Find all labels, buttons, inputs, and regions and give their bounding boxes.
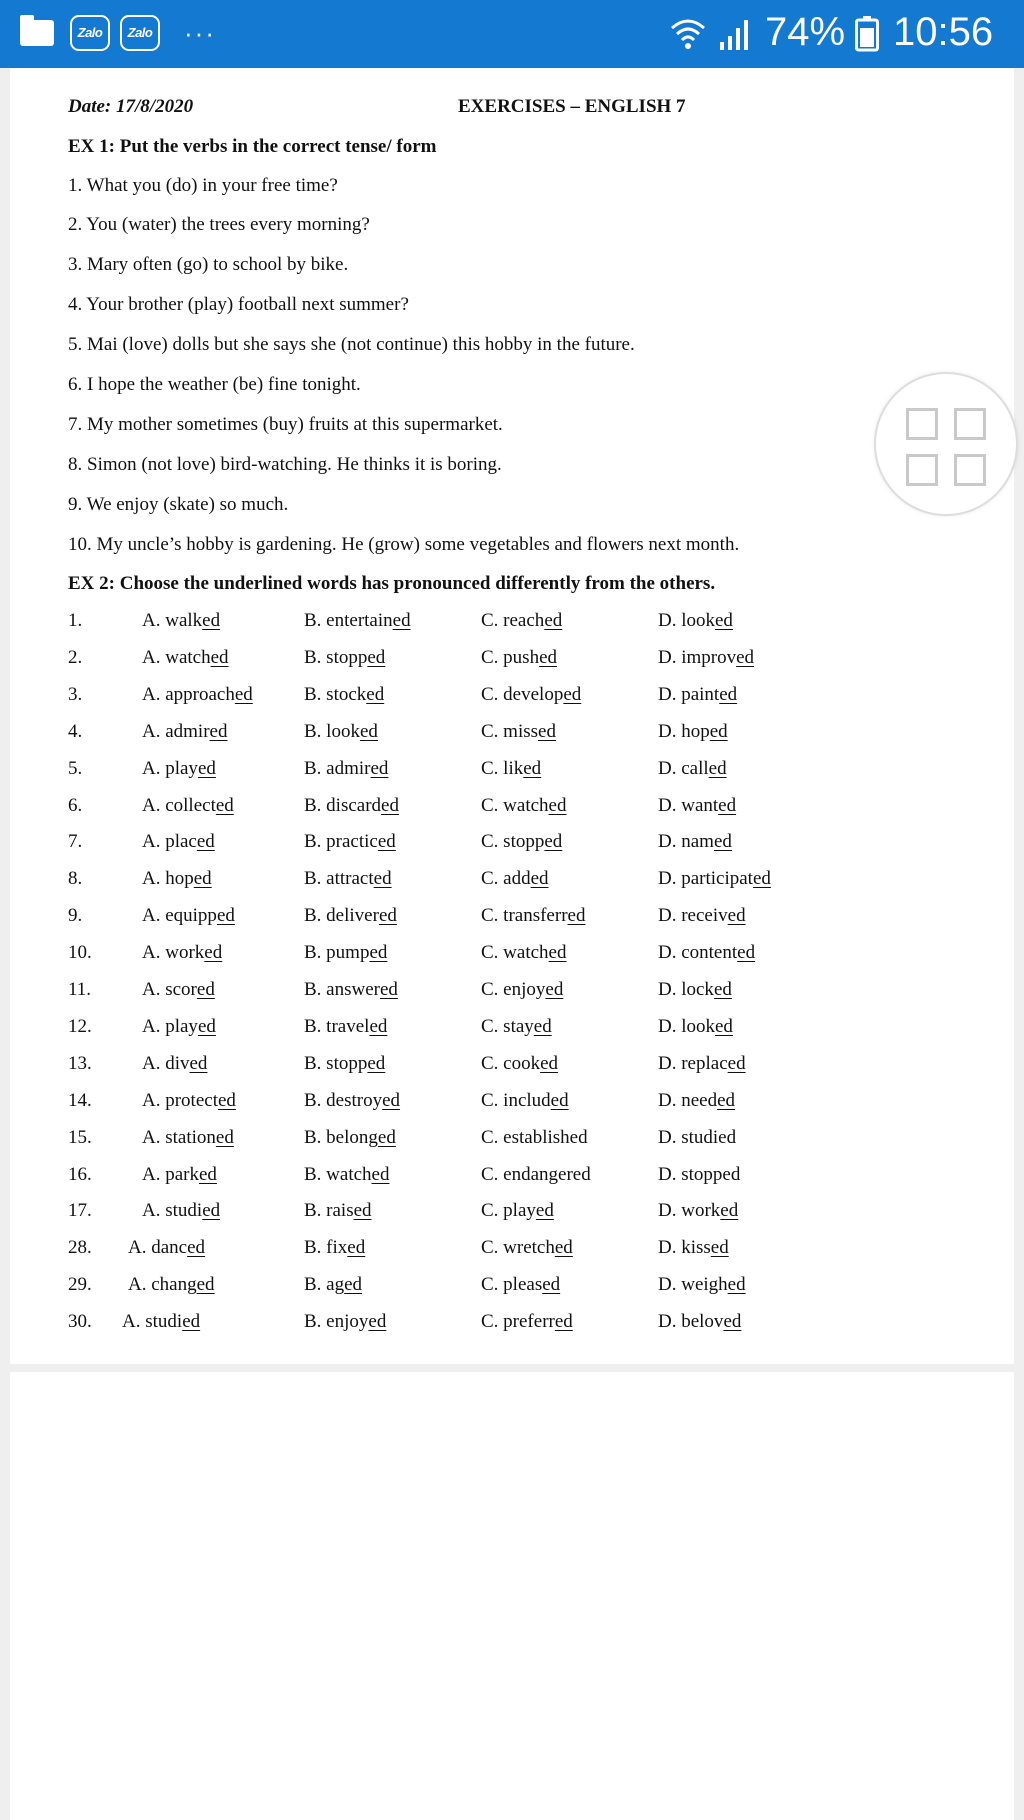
more-notifications-icon: ···	[184, 18, 216, 48]
underlined-ending: ed	[567, 905, 586, 926]
underlined-ending: ed	[187, 1237, 206, 1258]
ex2-option-d	[658, 1016, 733, 1038]
underlined-ending: ed	[197, 758, 216, 779]
underlined-ending: ed	[542, 1274, 561, 1295]
ex2-option-b	[304, 1016, 387, 1038]
battery-percent: 74%	[765, 10, 846, 54]
option-stem: B. practic	[304, 831, 378, 852]
ex2-row-number: 7.	[68, 831, 83, 852]
ex2-option-a	[122, 1311, 200, 1333]
doc-date: Date: 17/8/2020	[68, 96, 194, 117]
option-stem: B. stock	[304, 684, 367, 705]
ex2-option-d	[658, 684, 737, 706]
document-page-blank[interactable]	[10, 1372, 1014, 1820]
option-stem: A. play	[142, 758, 198, 779]
option-stem: D. need	[658, 1090, 718, 1111]
ex2-option-a	[142, 610, 220, 632]
option-stem: D. content	[658, 942, 738, 963]
underlined-ending: ed	[544, 610, 563, 631]
ex2-row-number: 16.	[68, 1164, 92, 1185]
option-stem: D. kiss	[658, 1237, 711, 1258]
underlined-ending: ed	[217, 1090, 236, 1111]
underlined-ending: ed	[713, 831, 732, 852]
ex2-option-c	[481, 1164, 591, 1186]
underlined-ending: ed	[234, 684, 253, 705]
option-stem: C. play	[481, 1200, 536, 1221]
option-stem: C. reach	[481, 610, 545, 631]
ex2-option-c	[481, 758, 541, 780]
underlined-ending: ed	[533, 1016, 552, 1037]
underlined-ending: ed	[369, 942, 388, 963]
ex2-row-number: 12.	[68, 1016, 92, 1037]
underlined-ending: ed	[563, 684, 582, 705]
ex2-row-number: 8.	[68, 868, 83, 889]
underlined-ending: ed	[379, 979, 398, 1000]
ex2-option-b	[304, 868, 392, 890]
doc-title: EXERCISES – ENGLISH 7	[458, 96, 686, 117]
underlined-ending: ed	[727, 1274, 746, 1295]
underlined-ending: ed	[737, 942, 756, 963]
ex2-option-d	[658, 1200, 738, 1222]
ex2-option-d	[658, 1274, 746, 1296]
ex2-option-c	[481, 979, 563, 1001]
underlined-ending: ed	[367, 1053, 386, 1074]
option-stem: B. travel	[304, 1016, 370, 1037]
option-stem: B. discard	[304, 795, 382, 816]
ex2-option-c	[481, 1053, 558, 1075]
option-stem: C. watch	[481, 942, 549, 963]
option-stem: A. approach	[142, 684, 235, 705]
underlined-ending: ed	[538, 721, 556, 742]
ex2-option-d	[658, 1090, 735, 1112]
ex2-option-a	[142, 795, 234, 817]
ex2-row-number: 17.	[68, 1200, 92, 1221]
ex2-row-number: 4.	[68, 721, 83, 742]
underlined-ending: ed	[715, 1016, 733, 1037]
option-stem: D. paint	[658, 684, 720, 705]
option-stem: B. ag	[304, 1274, 345, 1295]
option-stem: B. belong	[304, 1127, 378, 1148]
ex2-option-c	[481, 795, 566, 817]
ex2-option-b	[304, 1274, 362, 1296]
option-stem: C. stopp	[481, 831, 545, 852]
underlined-ending: ed	[545, 979, 564, 1000]
option-stem: B. enjoy	[304, 1311, 369, 1332]
underlined-ending: ed	[189, 1053, 208, 1074]
option-stem: B. rais	[304, 1200, 354, 1221]
ex2-option-c	[481, 684, 581, 706]
option-stem: D. work	[658, 1200, 721, 1221]
status-bar	[0, 0, 1024, 68]
underlined-ending: ed	[535, 1200, 554, 1221]
ex2-option-c	[481, 1237, 573, 1259]
ex2-option-c	[481, 831, 562, 853]
option-stem: D. stopped	[658, 1164, 741, 1185]
underlined-ending: ed	[215, 1127, 234, 1148]
ex2-option-d	[658, 647, 754, 669]
underlined-ending: ed	[727, 1053, 746, 1074]
option-stem: C. wretch	[481, 1237, 555, 1258]
option-stem: C. lik	[481, 758, 524, 779]
ex2-option-d	[658, 868, 771, 890]
ex2-option-d	[658, 979, 732, 1001]
underlined-ending: ed	[204, 942, 223, 963]
option-stem: C. watch	[481, 795, 549, 816]
ex2-option-d	[658, 1053, 746, 1075]
option-stem: B. pump	[304, 942, 370, 963]
ex2-row-number: 1.	[68, 610, 83, 631]
ex2-option-d	[658, 610, 733, 632]
underlined-ending: ed	[216, 905, 235, 926]
option-stem: A. hop	[142, 868, 194, 889]
ex2-option-b	[304, 684, 384, 706]
option-stem: D. weigh	[658, 1274, 728, 1295]
ex2-option-b	[304, 1311, 386, 1333]
underlined-ending: ed	[368, 1311, 387, 1332]
option-stem: C. established	[481, 1127, 588, 1148]
ex2-option-d	[658, 831, 732, 853]
underlined-ending: ed	[378, 905, 397, 926]
option-stem: B. stopp	[304, 1053, 368, 1074]
ex2-option-a	[142, 1127, 234, 1149]
underlined-ending: ed	[709, 721, 728, 742]
ex2-option-a	[128, 1274, 215, 1296]
ex1-heading: EX 1: Put the verbs in the correct tense/ form	[68, 136, 437, 157]
option-stem: D. look	[658, 610, 715, 631]
option-stem: C. stay	[481, 1016, 534, 1037]
option-stem: C. endangered	[481, 1164, 591, 1185]
zalo-app-icon-2: Zalo	[120, 15, 160, 51]
underlined-ending: ed	[736, 647, 755, 668]
underlined-ending: ed	[209, 721, 228, 742]
underlined-ending: ed	[720, 1200, 739, 1221]
ex2-row-number: 29.	[68, 1274, 92, 1295]
underlined-ending: ed	[182, 1311, 201, 1332]
underlined-ending: ed	[377, 1127, 396, 1148]
ex2-option-b	[304, 1053, 385, 1075]
ex2-row-number: 30.	[68, 1311, 92, 1332]
option-stem: A. equipp	[142, 905, 217, 926]
ex1-item: 9. We enjoy (skate) so much.	[68, 494, 289, 515]
ex2-heading: EX 2: Choose the underlined words has pronounced differently from the others.	[68, 573, 716, 594]
ex2-option-a	[142, 758, 216, 780]
signal-icon	[716, 16, 756, 52]
option-stem: D. replac	[658, 1053, 728, 1074]
option-stem: B. deliver	[304, 905, 379, 926]
option-stem: C. preferr	[481, 1311, 555, 1332]
ex2-row-number: 14.	[68, 1090, 92, 1111]
ex1-item: 1. What you (do) in your free time?	[68, 175, 338, 196]
option-stem: A. scor	[142, 979, 197, 1000]
ex2-row-number: 3.	[68, 684, 83, 705]
option-stem: D. call	[658, 758, 709, 779]
ex2-option-a	[142, 831, 215, 853]
option-stem: D. improv	[658, 647, 737, 668]
battery-icon	[855, 16, 879, 52]
page-view-button[interactable]	[874, 372, 1018, 516]
option-stem: D. lock	[658, 979, 714, 1000]
underlined-ending: ed	[353, 1200, 372, 1221]
option-stem: D. look	[658, 1016, 715, 1037]
grid-icon	[906, 408, 938, 440]
underlined-ending: ed	[371, 1164, 390, 1185]
ex2-option-b	[304, 1164, 389, 1186]
option-stem: A. div	[142, 1053, 190, 1074]
underlined-ending: ed	[193, 868, 212, 889]
ex2-row-number: 28.	[68, 1237, 92, 1258]
ex1-item: 6. I hope the weather (be) fine tonight.	[68, 374, 361, 395]
ex2-option-a	[142, 721, 227, 743]
option-stem: B. entertain	[304, 610, 393, 631]
ex2-option-d	[658, 795, 736, 817]
underlined-ending: ed	[719, 684, 738, 705]
ex2-option-d	[658, 1164, 740, 1186]
underlined-ending: ed	[708, 758, 727, 779]
underlined-ending: ed	[196, 1274, 215, 1295]
zalo-app-icon: Zalo	[70, 15, 110, 51]
underlined-ending: ed	[752, 868, 771, 889]
ex2-option-a	[142, 1053, 207, 1075]
underlined-ending: ed	[554, 1237, 573, 1258]
underlined-ending: ed	[347, 1237, 366, 1258]
ex2-option-b	[304, 610, 411, 632]
option-stem: A. work	[142, 942, 205, 963]
option-stem: B. answer	[304, 979, 380, 1000]
ex2-option-c	[481, 1200, 554, 1222]
option-stem: A. park	[142, 1164, 199, 1185]
option-stem: C. miss	[481, 721, 539, 742]
clock: 10:56	[893, 10, 994, 54]
underlined-ending: ed	[723, 1311, 742, 1332]
underlined-ending: ed	[198, 1164, 217, 1185]
ex2-option-c	[481, 868, 549, 890]
underlined-ending: ed	[344, 1274, 363, 1295]
ex2-option-d	[658, 1311, 741, 1333]
option-stem: C. add	[481, 868, 531, 889]
ex2-option-b	[304, 905, 397, 927]
ex1-item: 7. My mother sometimes (buy) fruits at this supermarket.	[68, 414, 503, 435]
option-stem: A. play	[142, 1016, 198, 1037]
underlined-ending: ed	[715, 610, 733, 631]
option-stem: A. studi	[142, 1200, 203, 1221]
underlined-ending: ed	[550, 1090, 569, 1111]
ex2-option-b	[304, 795, 399, 817]
option-stem: C. transferr	[481, 905, 568, 926]
ex2-option-d	[658, 942, 755, 964]
ex2-option-b	[304, 979, 398, 1001]
ex2-option-b	[304, 721, 378, 743]
ex2-row-number: 2.	[68, 647, 83, 668]
ex2-option-c	[481, 905, 585, 927]
underlined-ending: ed	[202, 1200, 221, 1221]
option-stem: D. nam	[658, 831, 714, 852]
grid-icon-cell	[906, 454, 938, 486]
underlined-ending: ed	[530, 868, 549, 889]
ex2-option-b	[304, 1237, 365, 1259]
grid-icon-cell	[954, 454, 986, 486]
ex2-option-d	[658, 1237, 729, 1259]
underlined-ending: ed	[366, 684, 385, 705]
ex2-row-number: 13.	[68, 1053, 92, 1074]
option-stem: D. want	[658, 795, 719, 816]
ex2-option-c	[481, 1311, 573, 1333]
ex2-option-a	[142, 647, 229, 669]
option-stem: D. studied	[658, 1127, 737, 1148]
underlined-ending: ed	[197, 1016, 216, 1037]
ex2-option-c	[481, 942, 566, 964]
underlined-ending: ed	[367, 647, 386, 668]
option-stem: B. stopp	[304, 647, 368, 668]
underlined-ending: ed	[554, 1311, 573, 1332]
ex2-option-d	[658, 758, 727, 780]
ex1-item: 8. Simon (not love) bird-watching. He thinks it is boring.	[68, 454, 502, 475]
option-stem: B. watch	[304, 1164, 372, 1185]
ex2-option-a	[142, 1016, 216, 1038]
option-stem: C. enjoy	[481, 979, 546, 1000]
ex2-option-b	[304, 1200, 372, 1222]
option-stem: B. look	[304, 721, 360, 742]
underlined-ending: ed	[523, 758, 542, 779]
ex2-option-a	[142, 1090, 236, 1112]
option-stem: C. push	[481, 647, 540, 668]
ex2-option-c	[481, 1127, 588, 1149]
underlined-ending: ed	[196, 979, 215, 1000]
option-stem: C. cook	[481, 1053, 541, 1074]
ex2-option-c	[481, 647, 557, 669]
option-stem: A. chang	[128, 1274, 197, 1295]
ex2-option-a	[142, 905, 235, 927]
option-stem: A. protect	[142, 1090, 218, 1111]
ex2-row-number: 11.	[68, 979, 92, 1000]
underlined-ending: ed	[548, 795, 567, 816]
option-stem: C. pleas	[481, 1274, 543, 1295]
underlined-ending: ed	[392, 610, 411, 631]
ex2-option-d	[658, 721, 728, 743]
underlined-ending: ed	[539, 647, 558, 668]
option-stem: B. destroy	[304, 1090, 383, 1111]
ex1-item: 3. Mary often (go) to school by bike.	[68, 254, 349, 275]
underlined-ending: ed	[382, 1090, 401, 1111]
ex2-option-c	[481, 721, 556, 743]
ex1-item: 10. My uncle’s hobby is gardening. He (grow) some vegetables and flowers next month.	[68, 534, 740, 555]
ex2-option-b	[304, 647, 385, 669]
ex2-option-a	[142, 868, 212, 890]
option-stem: A. admir	[142, 721, 210, 742]
ex2-option-a	[142, 1164, 217, 1186]
ex2-option-b	[304, 831, 396, 853]
ex1-item: 5. Mai (love) dolls but she says she (not continue) this hobby in the future.	[68, 334, 635, 355]
ex2-row-number: 9.	[68, 905, 83, 926]
ex2-option-b	[304, 942, 387, 964]
ex2-row-number: 15.	[68, 1127, 92, 1148]
underlined-ending: ed	[710, 1237, 729, 1258]
ex2-option-d	[658, 905, 746, 927]
ex2-option-a	[142, 979, 215, 1001]
underlined-ending: ed	[215, 795, 234, 816]
underlined-ending: ed	[548, 942, 567, 963]
option-stem: D. belov	[658, 1311, 724, 1332]
option-stem: D. participat	[658, 868, 753, 889]
ex2-option-c	[481, 1274, 560, 1296]
underlined-ending: ed	[202, 610, 221, 631]
ex2-row-number: 6.	[68, 795, 83, 816]
ex2-row-number: 5.	[68, 758, 83, 779]
underlined-ending: ed	[359, 721, 378, 742]
ex2-option-d	[658, 1127, 736, 1149]
option-stem: A. collect	[142, 795, 216, 816]
option-stem: B. fix	[304, 1237, 348, 1258]
underlined-ending: ed	[377, 831, 396, 852]
underlined-ending: ed	[727, 905, 746, 926]
ex2-option-c	[481, 1016, 552, 1038]
underlined-ending: ed	[717, 1090, 736, 1111]
ex2-option-a	[142, 684, 253, 706]
underlined-ending: ed	[369, 1016, 388, 1037]
option-stem: D. hop	[658, 721, 710, 742]
ex2-option-b	[304, 1127, 396, 1149]
ex1-item: 2. You (water) the trees every morning?	[68, 214, 370, 235]
ex2-option-a	[128, 1237, 205, 1259]
option-stem: A. plac	[142, 831, 197, 852]
ex1-item: 4. Your brother (play) football next summer?	[68, 294, 409, 315]
underlined-ending: ed	[718, 795, 737, 816]
underlined-ending: ed	[381, 795, 399, 816]
ex2-option-c	[481, 1090, 569, 1112]
option-stem: A. watch	[142, 647, 211, 668]
underlined-ending: ed	[373, 868, 392, 889]
grid-icon-cell	[954, 408, 986, 440]
underlined-ending: ed	[540, 1053, 559, 1074]
underlined-ending: ed	[210, 647, 229, 668]
wifi-icon	[668, 16, 708, 52]
underlined-ending: ed	[370, 758, 389, 779]
ex2-option-b	[304, 1090, 400, 1112]
option-stem: B. admir	[304, 758, 371, 779]
ex2-row-number: 10.	[68, 942, 92, 963]
ex2-option-b	[304, 758, 388, 780]
ex2-option-c	[481, 610, 562, 632]
option-stem: B. attract	[304, 868, 374, 889]
ex2-option-a	[142, 1200, 220, 1222]
option-stem: A. studi	[122, 1311, 183, 1332]
option-stem: A. walk	[142, 610, 203, 631]
option-stem: C. includ	[481, 1090, 551, 1111]
folder-icon	[20, 20, 54, 46]
ex2-option-a	[142, 942, 222, 964]
option-stem: A. danc	[128, 1237, 188, 1258]
option-stem: D. receiv	[658, 905, 728, 926]
option-stem: C. develop	[481, 684, 564, 705]
underlined-ending: ed	[196, 831, 215, 852]
underlined-ending: ed	[713, 979, 732, 1000]
underlined-ending: ed	[544, 831, 563, 852]
option-stem: A. station	[142, 1127, 216, 1148]
